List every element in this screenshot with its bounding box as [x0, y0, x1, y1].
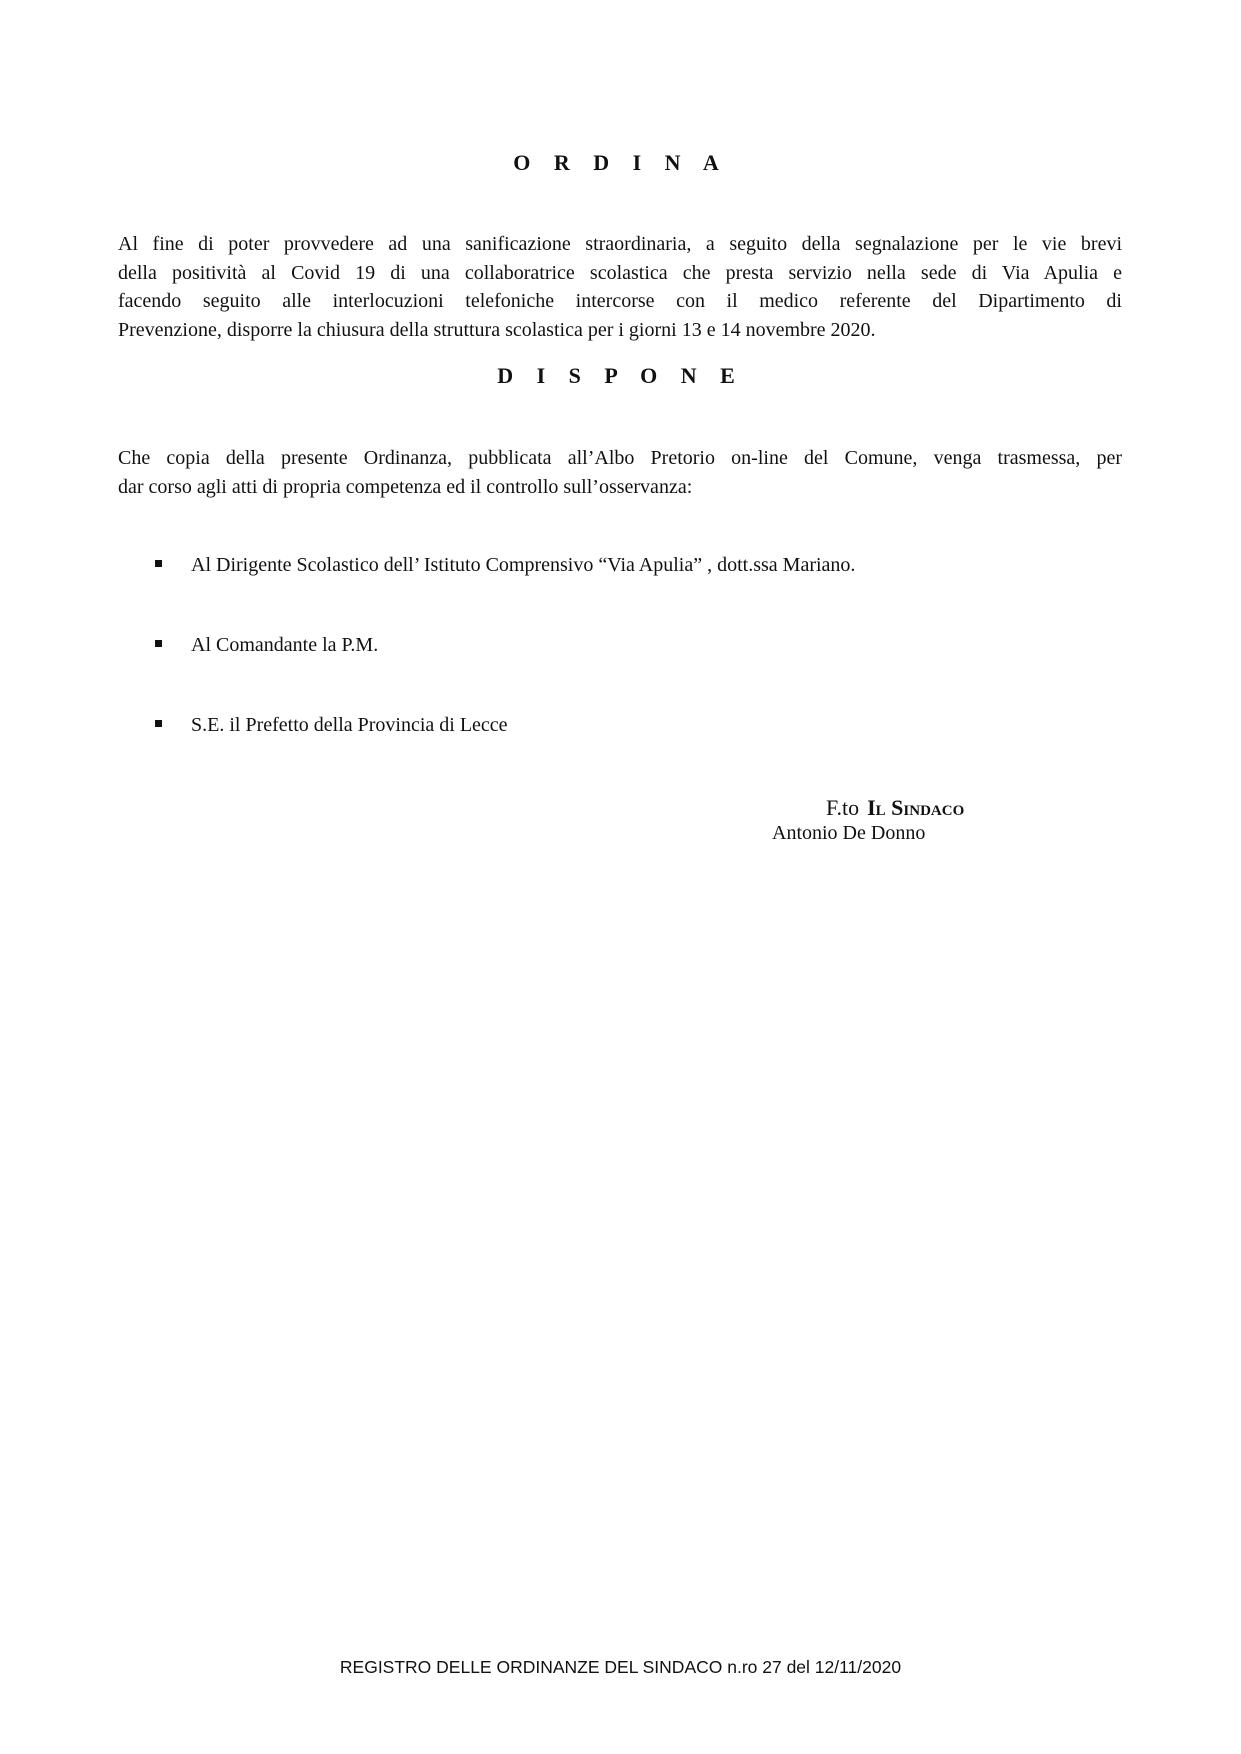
ordina-paragraph [118, 230, 1122, 344]
signature-name: Antonio De Donno [772, 822, 926, 844]
dispone-line: dar corso agli atti di propria competenza ed il controllo sull’osservanza: [118, 475, 693, 498]
dispone-paragraph [118, 444, 1122, 501]
recipient-text: S.E. il Prefetto della Provincia di Lecce [191, 714, 508, 736]
recipient-item [155, 631, 378, 659]
square-bullet-icon [155, 560, 162, 567]
ordina-line: Prevenzione, disporre la chiusura della struttura scolastica per i giorni 13 e 14 novembre 2020. [118, 318, 876, 341]
ordina-line: facendo seguito alle interlocuzioni telefoniche intercorse con il medico referente del Dipartimento di [118, 290, 1122, 312]
ordina-line: Al fine di poter provvedere ad una sanificazione straordinaria, a seguito della segnalazione per le vie brevi [118, 233, 1122, 255]
recipient-text: Al Dirigente Scolastico dell’ Istituto Comprensivo “Via Apulia” , dott.ssa Mariano. [191, 554, 856, 576]
square-bullet-icon [155, 720, 162, 727]
ordina-line: della positività al Covid 19 di una collaboratrice scolastica che presta servizio nella sede di Via Apulia e [118, 261, 1122, 284]
square-bullet-icon [155, 640, 162, 647]
heading-ordina: O R D I N A [513, 150, 728, 175]
signature-prefix: F.to [826, 795, 860, 820]
signature-line [826, 795, 964, 821]
recipient-text: Al Comandante la P.M. [191, 634, 379, 656]
signature-title: Il Sindaco [867, 795, 965, 820]
heading-dispone: D I S P O N E [497, 363, 744, 388]
recipient-item [155, 711, 508, 739]
recipient-item [155, 551, 855, 579]
register-footer: REGISTRO DELLE ORDINANZE DEL SINDACO n.ro 27 del 12/11/2020 [339, 1657, 902, 1677]
dispone-line: Che copia della presente Ordinanza, pubblicata all’Albo Pretorio on-line del Comune, venga trasmessa, per [118, 447, 1122, 469]
